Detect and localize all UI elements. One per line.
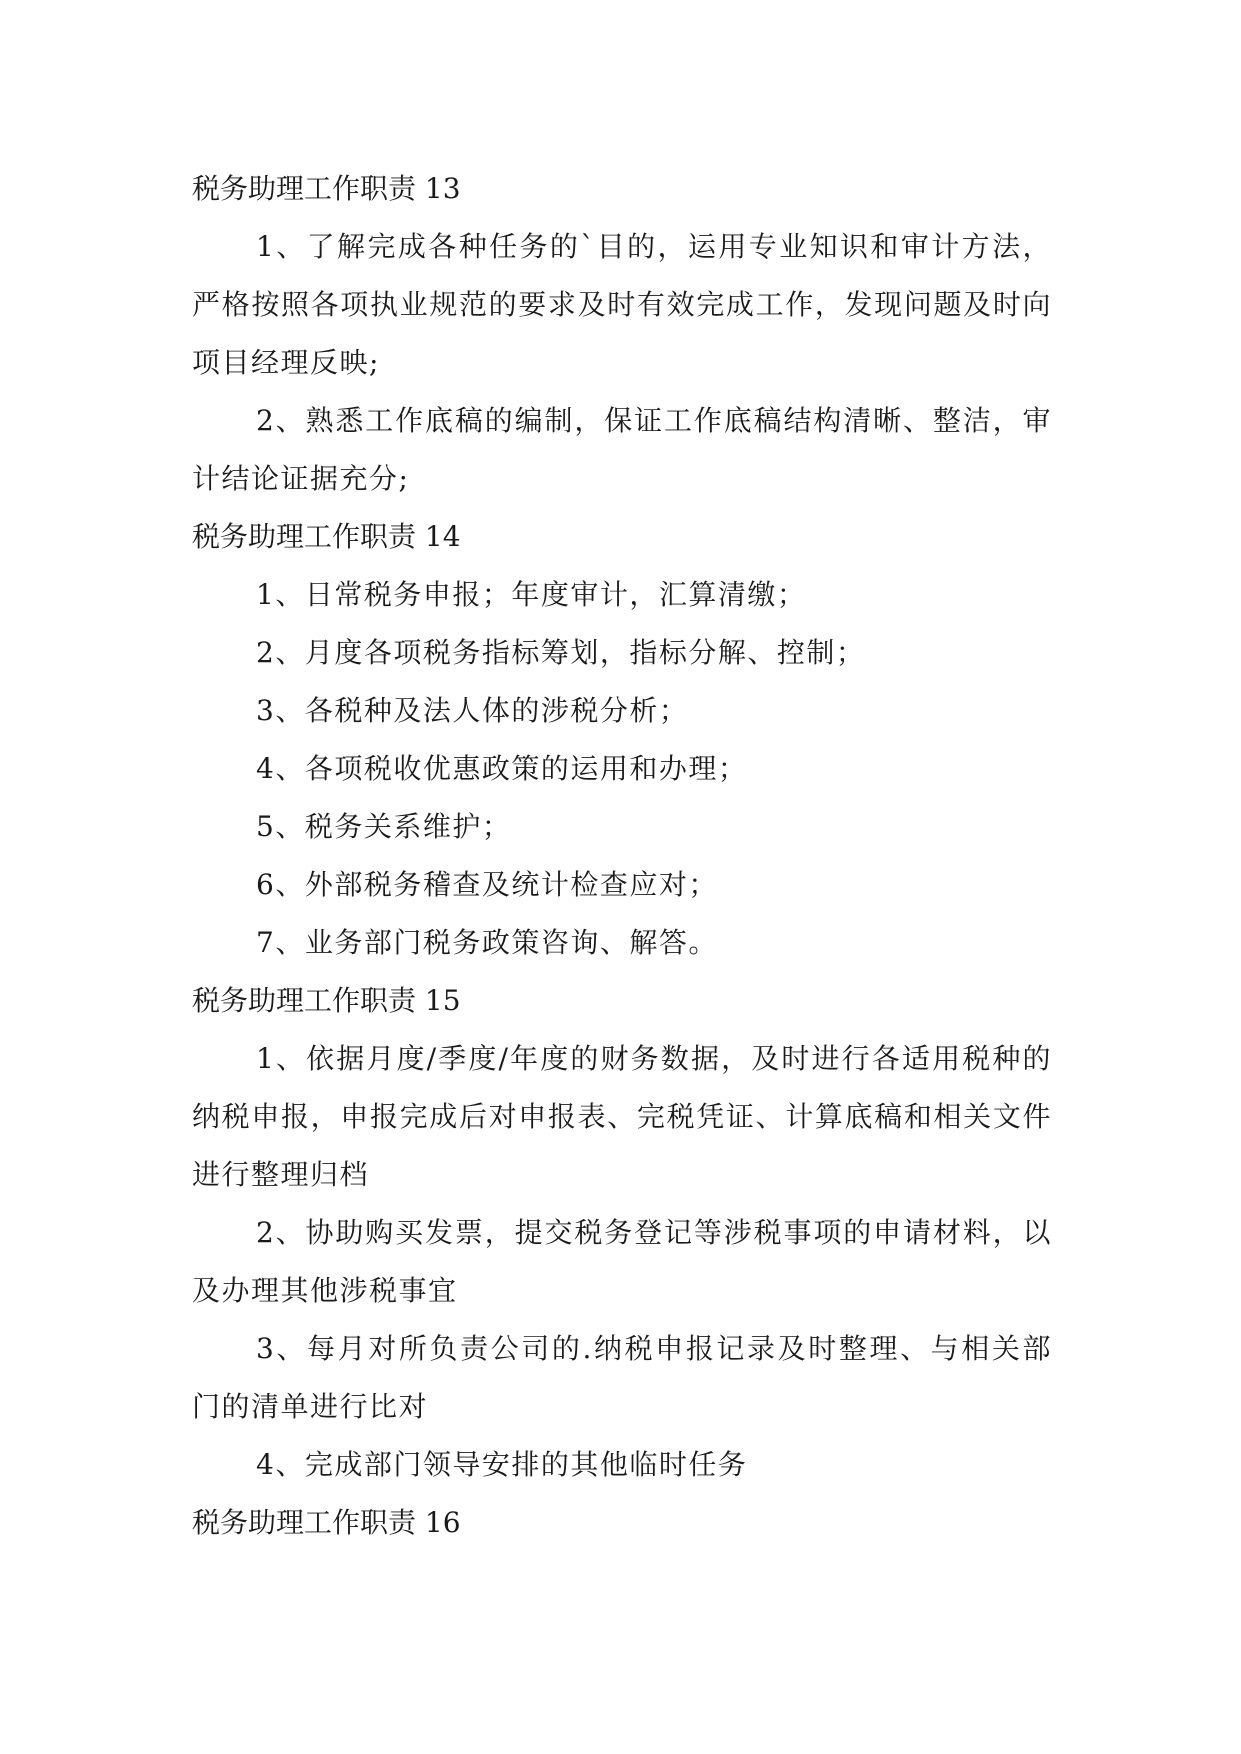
list-item: 7、业务部门税务政策咨询、解答。: [256, 926, 718, 959]
section-heading: 税务助理工作职责 16: [192, 1506, 461, 1539]
list-item: 5、税务关系维护；: [256, 810, 512, 843]
paragraph: 4、完成部门领导安排的其他临时任务: [256, 1448, 748, 1481]
section-15: [192, 972, 1052, 1494]
paragraph: 1、依据月度/季度/年度的财务数据，及时进行各适用税种的纳税申报，申报完成后对申报表、完税凭证、计算底稿和相关文件进行整理归档: [192, 1042, 1052, 1191]
section-13: [192, 160, 1052, 508]
list-item: 3、各税种及法人体的涉税分析；: [256, 694, 689, 727]
paragraph: 2、熟悉工作底稿的编制，保证工作底稿结构清晰、整洁，审计结论证据充分;: [192, 404, 1052, 495]
paragraph: 1、了解完成各种任务的`目的，运用专业知识和审计方法，严格按照各项执业规范的要求及时有效完成工作，发现问题及时向项目经理反映;: [192, 230, 1052, 379]
paragraph: 3、每月对所负责公司的.纳税申报记录及时整理、与相关部门的清单进行比对: [192, 1332, 1052, 1423]
section-heading: 税务助理工作职责 14: [192, 520, 461, 553]
paragraph: 2、协助购买发票，提交税务登记等涉税事项的申请材料，以及办理其他涉税事宜: [192, 1216, 1052, 1307]
document-body: [192, 160, 1052, 1552]
section-14: [192, 508, 1052, 972]
list-item: 6、外部税务稽查及统计检查应对；: [256, 868, 718, 901]
section-16: [192, 1494, 1052, 1552]
list-item: 1、日常税务申报；年度审计，汇算清缴；: [256, 578, 807, 611]
list-item: 4、各项税收优惠政策的运用和办理；: [256, 752, 748, 785]
list-item: 2、月度各项税务指标筹划，指标分解、控制；: [256, 636, 866, 669]
section-heading: 税务助理工作职责 15: [192, 984, 461, 1017]
section-heading: 税务助理工作职责 13: [192, 172, 461, 205]
